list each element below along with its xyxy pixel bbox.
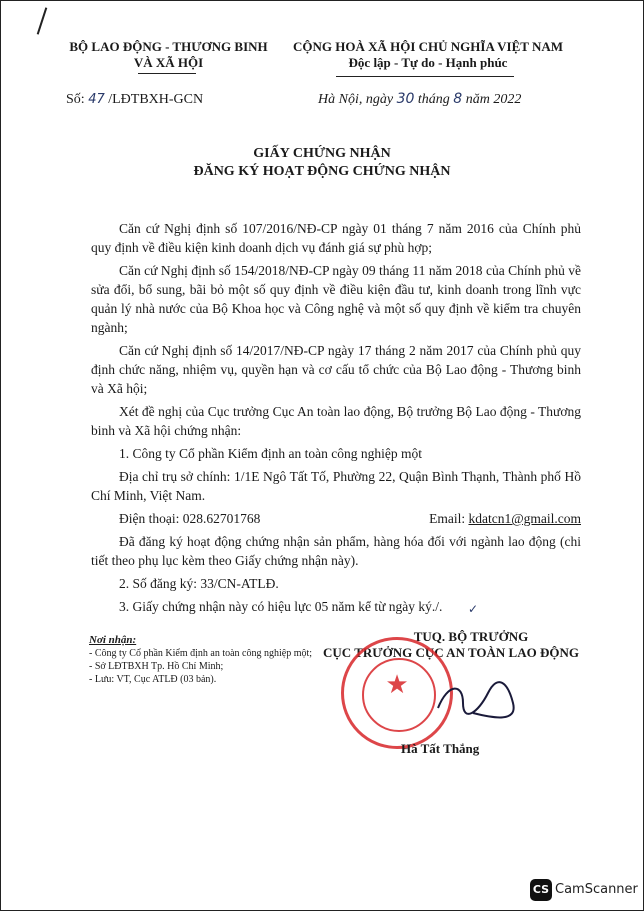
date-month: 8 — [453, 91, 463, 107]
date-year: năm 2022 — [465, 92, 522, 107]
recipient-item: - Sở LĐTBXH Tp. Hồ Chí Minh; — [89, 661, 224, 672]
national-header — [283, 39, 573, 71]
recipients-block — [89, 634, 329, 686]
registration-scope: Đã đăng ký hoạt động chứng nhận sản phẩm, hàng hóa đối với ngành lao động (chi tiết theo phụ lục kèm theo Giấy chứng nhận này). — [91, 534, 581, 568]
legal-basis-1: Căn cứ Nghị định số 107/2016/NĐ-CP ngày 01 tháng 7 năm 2016 của Chính phủ quy định về điều kiện kinh doanh dịch vụ đánh giá sự phù hợp; — [91, 221, 581, 255]
header-divider-left — [138, 73, 196, 74]
company-address: Địa chỉ trụ sở chính: 1/1E Ngô Tất Tố, Phường 22, Quận Bình Thạnh, Thành phố Hồ Chí Minh, Việt Nam. — [91, 469, 581, 503]
company-email — [429, 509, 581, 528]
country-name: CỘNG HOÀ XÃ HỘI CHỦ NGHĨA VIỆT NAM — [292, 39, 564, 54]
initial-mark: ✓ — [468, 602, 479, 616]
company-phone: Điện thoại: 028.62701768 — [119, 511, 261, 526]
contact-row — [91, 509, 581, 528]
camscanner-logo-icon: CS — [530, 879, 552, 901]
recipient-item: - Lưu: VT, Cục ATLĐ (03 bản). — [89, 674, 217, 685]
camscanner-watermark: CamScanner — [555, 882, 638, 897]
email-label: Email: — [429, 511, 466, 526]
reference-handwritten-number: 47 — [88, 92, 105, 107]
recipients-label: Nơi nhận: — [89, 634, 137, 646]
signer-title: CỤC TRƯỞNG CỤC AN TOÀN LAO ĐỘNG — [323, 645, 579, 660]
reference-number — [66, 92, 203, 108]
legal-basis-3: Căn cứ Nghị định số 14/2017/NĐ-CP ngày 17 tháng 2 năm 2017 của Chính phủ quy định chức năng, nhiệm vụ, quyền hạn và cơ cấu tổ chức của Bộ Lao động - Thương binh và Xã hội; — [91, 343, 581, 396]
signer-authority: TUQ. BỘ TRƯỞNG — [413, 629, 529, 644]
stamp-star-icon: ★ — [385, 670, 409, 700]
company-name: 1. Công ty Cổ phần Kiểm định an toàn công nghiệp một — [119, 446, 422, 461]
date-prefix: Hà Nội, ngày — [318, 92, 394, 107]
date-month-label: tháng — [417, 92, 450, 107]
handwritten-signature — [433, 673, 523, 723]
ministry-header — [61, 39, 276, 71]
registration-number: 2. Số đăng ký: 33/CN-ATLĐ. — [119, 576, 279, 591]
legal-basis-2: Căn cứ Nghị định số 154/2018/NĐ-CP ngày 09 tháng 11 năm 2018 của Chính phủ về sửa đổi, bổ sung, bãi bỏ một số quy định về điều kiện đầu tư, kinh doanh trong lĩnh vực quản lý nhà nước của Bộ Khoa học và Công nghệ và một số quy định về kiểm tra chuyên ngành; — [91, 263, 581, 335]
document-title: GIẤY CHỨNG NHẬN — [253, 146, 391, 161]
ministry-name-line1: BỘ LAO ĐỘNG - THƯƠNG BINH — [69, 39, 268, 54]
email-link[interactable]: kdatcn1@gmail.com — [468, 511, 581, 526]
handwritten-mark — [37, 7, 48, 34]
document-subtitle: ĐĂNG KÝ HOẠT ĐỘNG CHỨNG NHẬN — [193, 164, 451, 179]
date-day: 30 — [396, 91, 415, 107]
recipient-item: - Công ty Cổ phần Kiểm định an toàn công nghiệp một; — [89, 648, 313, 659]
signer-block — [301, 629, 601, 661]
signer-name: Hà Tất Thắng — [401, 741, 480, 756]
reference-label: Số: — [66, 92, 85, 107]
document-body — [91, 219, 581, 620]
proposal-paragraph: Xét đề nghị của Cục trưởng Cục An toàn lao động, Bộ trưởng Bộ Lao động - Thương binh và Xã hội chứng nhận: — [91, 404, 581, 438]
national-motto: Độc lập - Tự do - Hạnh phúc — [348, 55, 508, 70]
validity-period: 3. Giấy chứng nhận này có hiệu lực 05 năm kể từ ngày ký./. — [119, 599, 443, 614]
issue-date — [318, 91, 521, 108]
reference-code: /LĐTBXH-GCN — [108, 92, 204, 107]
header-divider-right — [336, 76, 514, 77]
ministry-name-line2: VÀ XÃ HỘI — [133, 55, 204, 70]
